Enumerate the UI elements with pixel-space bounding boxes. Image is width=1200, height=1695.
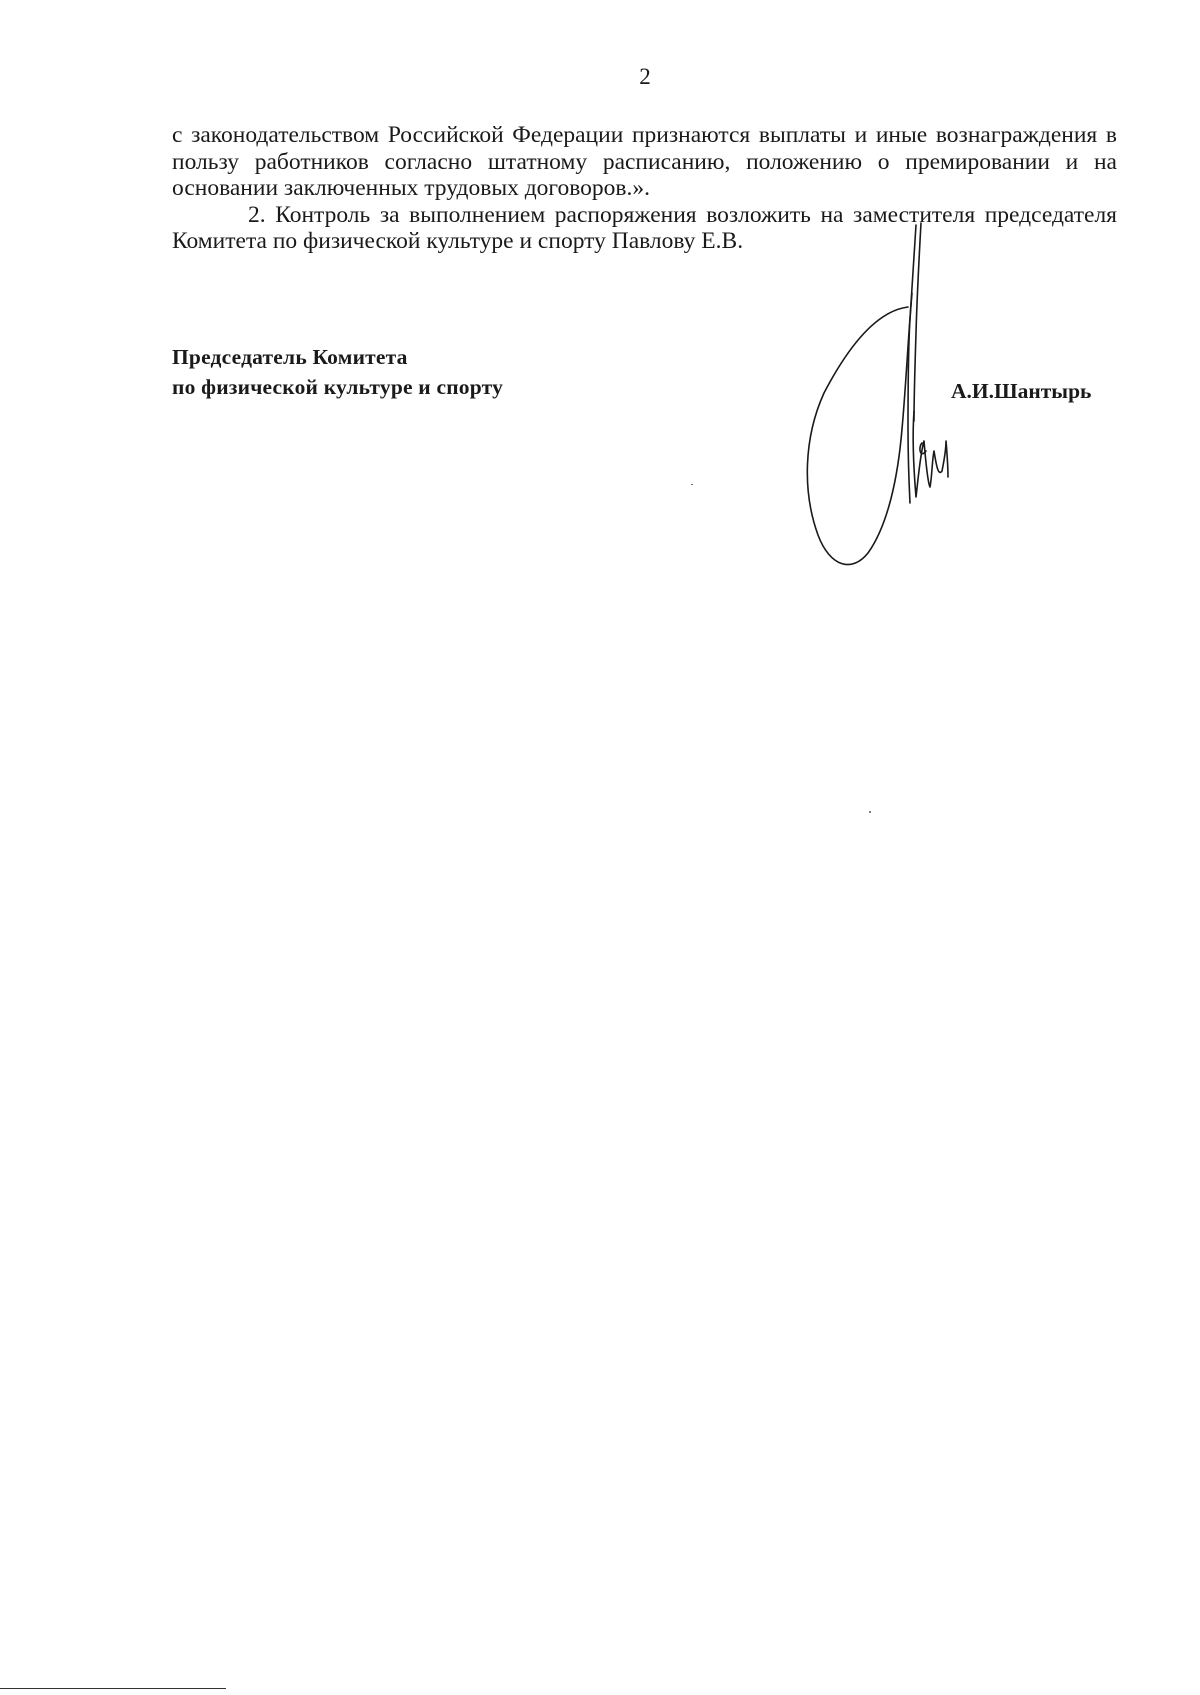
document-body (172, 122, 1117, 255)
signatory-title (172, 342, 503, 402)
scan-speck (691, 484, 693, 485)
bottom-rule (0, 1688, 226, 1689)
handwritten-signature (790, 215, 970, 575)
signatory-name: А.И.Шантырь (951, 379, 1092, 403)
paragraph-continuation: с законодательством Российской Федерации признаются выплаты и иные вознаграждения в пользу работников согласно штатному расписанию, положению о премировании и на основании заключенных трудовых договоров.». (172, 122, 1117, 201)
page-number: 2 (639, 64, 651, 89)
paragraph-control-clause: 2. Контроль за выполнением распоряжения возложить на заместителя председателя Комитета по физической культуре и спорту Павлову Е.В. (172, 201, 1117, 254)
signatory-title-line-1: Председатель Комитета (172, 345, 408, 369)
scan-speck (869, 811, 871, 813)
signatory-title-line-2: по физической культуре и спорту (172, 375, 504, 399)
